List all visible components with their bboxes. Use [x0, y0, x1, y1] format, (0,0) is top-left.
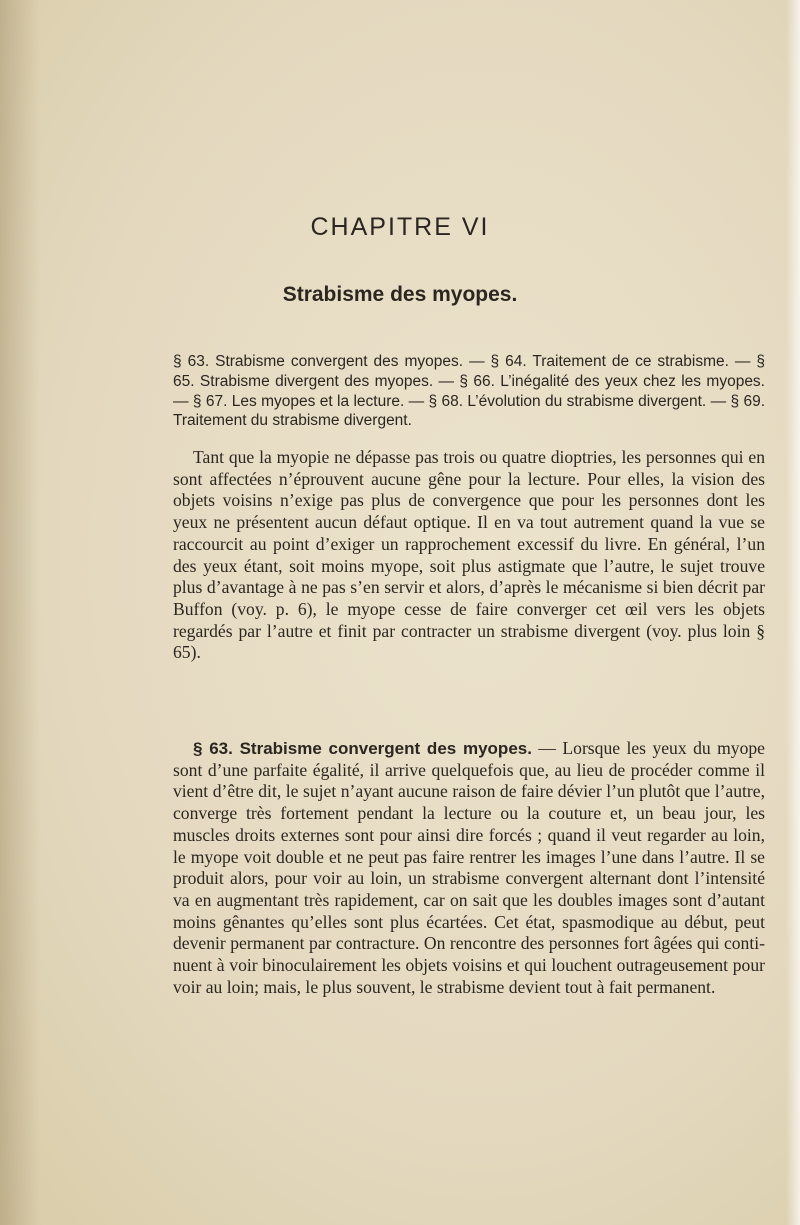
page-edge-right — [786, 0, 800, 1225]
section-63-body: — Lorsque les yeux du myope sont d’une parfaite égalité, il arrive quelquefois que, au lieu de procéder comme il vient d’être dit, le sujet n’ayant aucune raison de faire dévier l’un plutôt que l’autre, converge très fortement pendant la lecture ou la couture et, un beau jour, les muscles droits externes sont pour ainsi dire forcés ; quand il veut regarder au loin, le myope voit double et ne peut pas faire rentrer les images l’une dans l’autre. Il se produit alors, pour voir au loin, un strabisme convergent alternant dont l’intensité va en augmentant très rapidement, car on sait que les doubles images sont d’autant moins gênantes qu’elles sont plus écartées. Cet état, spasmodique au début, peut devenir permanent par contracture. On rencontre des personnes fort âgées qui continuent à voir binoculairement les objets voisins et qui louchent outrageusement pour voir au loin; mais, le plus souvent, le strabisme devient tout à fait permanent. — [173, 738, 765, 997]
chapter-subtitle: Strabisme des myopes. — [282, 283, 518, 306]
intro-paragraph: Tant que la myopie ne dépasse pas trois ou quatre dioptries, les personnes qui en sont affectées n’éprouvent aucune gêne pour la lecture. Pour elles, la vision des objets voisins n’exige pas plus de convergence que pour les personnes dont les yeux ne présentent aucun défaut optique. Il en va tout autrement quand la vue se raccourcit au point d’exiger un rapprochement excessif du livre. En général, l’un des yeux étant, soit moins myope, soit plus astigmate que l’autre, le sujet trouve plus d’avantage à ne pas s’en servir et alors, d’après le mécanisme si bien décrit par Buffon (voy. p. 6), le myope cesse de faire converger cet œil vers les objets regardés par l’autre et finit par contracter un strabisme divergent (voy. plus loin § 65). — [173, 447, 765, 663]
section-63-paragraph — [173, 738, 765, 998]
page-shadow-left — [0, 0, 40, 1225]
chapter-heading: CHAPITRE VI — [310, 213, 490, 241]
chapter-summary: § 63. Strabisme convergent des myopes. — § 64. Traitement de ce strabisme. — § 65. Strabisme divergent des myopes. — § 66. L’inégalité des yeux chez les myopes. — § 67. Les myopes et la lecture. — § 68. L’évolution du strabisme divergent. — § 69. Traitement du strabisme divergent. — [173, 353, 765, 430]
section-63-heading: § 63. Strabisme convergent des myopes. — [193, 739, 532, 758]
